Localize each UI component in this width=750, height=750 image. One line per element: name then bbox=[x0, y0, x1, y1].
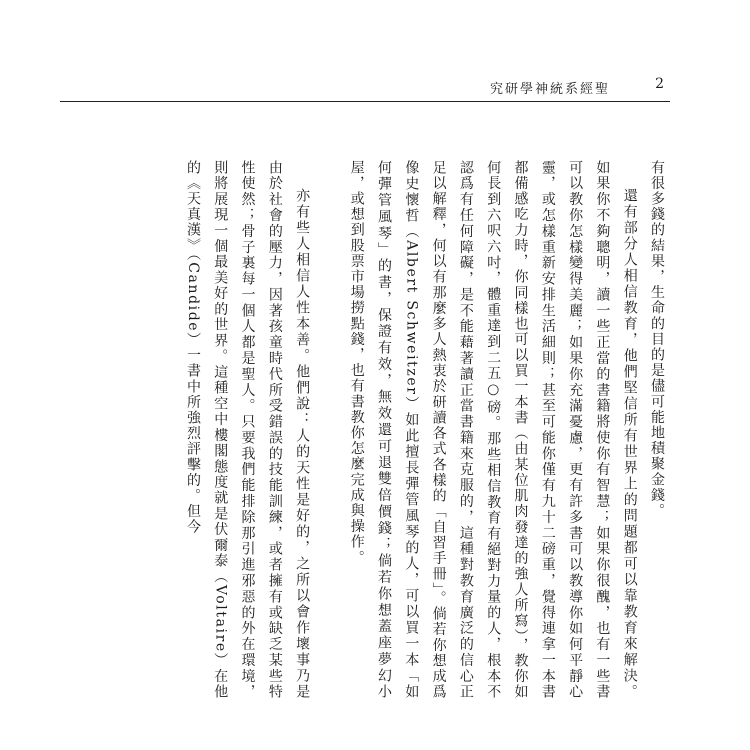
page-number: 2 bbox=[655, 76, 664, 92]
paragraph-1: 有很多錢的結果，生命的目的是儘可能地積聚金錢。 bbox=[649, 160, 665, 519]
paragraph-3: 亦有些人相信人性本善。他們說：人的天性是好的，之所以會作壞事乃是由於社會的壓力，因著孩童時代所受錯誤的技能訓練，或者擁有或缺乏某些特性使然；骨子裏每一個人都是聖人。只要我們能排除那引進邪惡的外在環境，則將展現一個最美好的世界。這種空中樓閣態度就是伏爾泰（Voltaire）在他的《天真漢》（Candide）一書中所強烈評擊的。但今 bbox=[184, 160, 311, 700]
paragraph-2: 還有部分人相信教育，他們堅信所有世界上的問題都可以靠教育來解決。如果你不夠聰明，讀一些正當的書籍將使你有智慧；如果你很醜，也有一些書可以教你怎樣變得美麗；如果你充滿憂慮，更有許多書可以教導你如何平靜心靈，或怎樣重新安排生活細則；甚至可能你僅有九十二磅重，覺得連拿一本書都備感吃力時，你同樣也可以買一本書（由某位肌肉發達的強人所寫），教你如何長到六呎六吋，體重達到二五○磅。那些相信教育有絕對力量的人，根本不認爲有任何障礙，是不能藉著讀正當書籍來克服的，這種對教育廣泛的信心正足以解釋，何以有那麼多人熱衷於研讀各式各樣的「自習手冊」。倘若你想成爲像史懷哲（Albert Schweitzer）如此擅長彈管風琴的人，可以買一本「如何彈管風琴」的書，保證有效，無效還可退雙倍價錢；倘若你想蓋座夢幻小屋，或想到股票市場撈點錢，也有書教你怎麼完成與操作。 bbox=[348, 160, 638, 700]
header-title: 聖經系統神學研究 bbox=[489, 82, 610, 97]
running-header bbox=[60, 76, 670, 100]
body-text bbox=[70, 160, 670, 700]
header-divider bbox=[60, 101, 670, 102]
